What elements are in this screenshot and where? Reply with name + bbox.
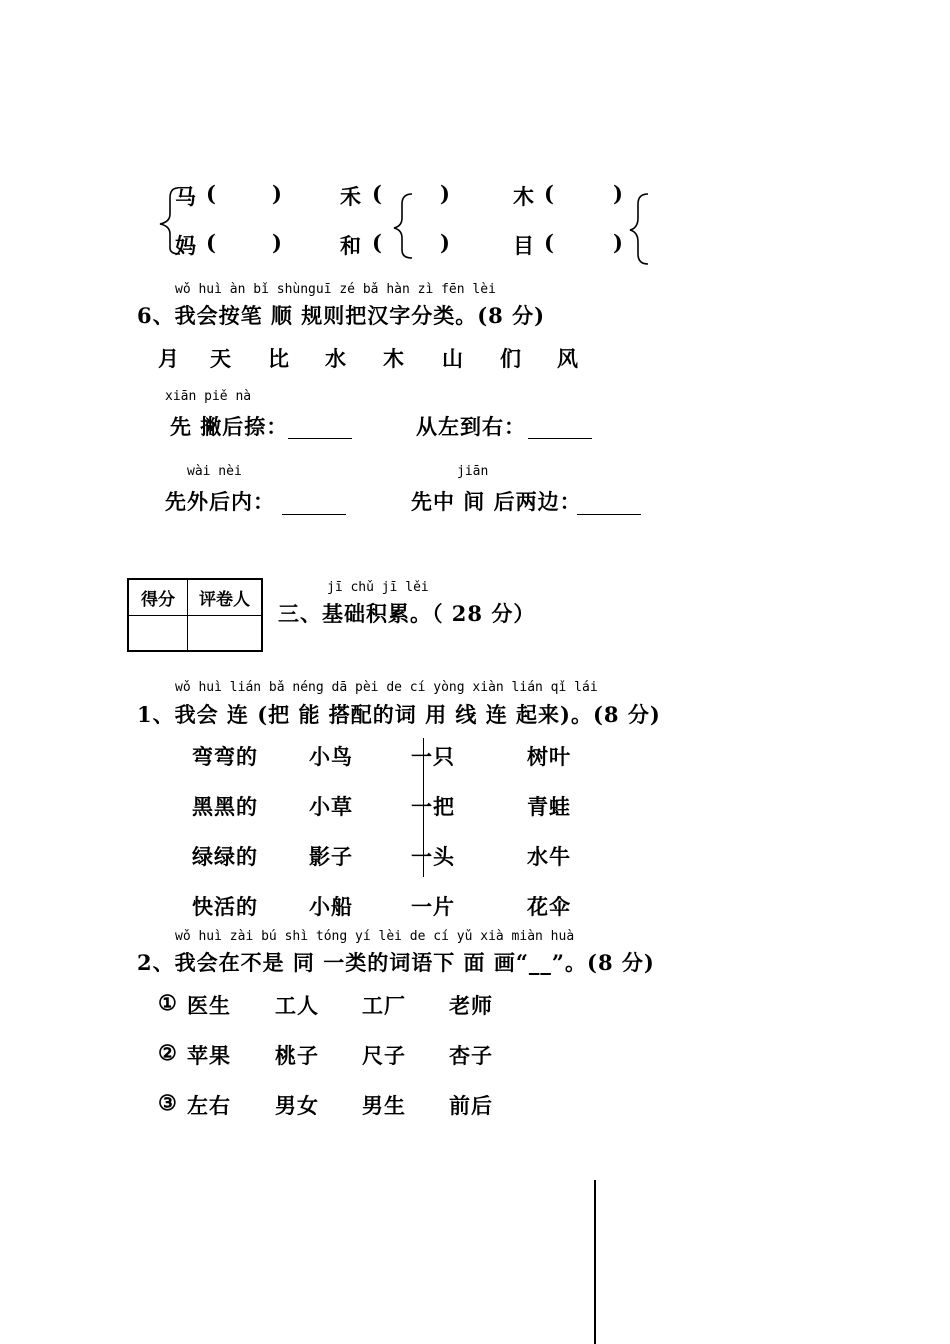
match-word[interactable]: 小草 xyxy=(309,794,353,819)
word[interactable]: 杏子 xyxy=(449,1043,493,1068)
q2-pinyin: wǒ huì zài bú shì tóng yí lèi de cí yǔ xià miàn huà xyxy=(175,929,575,944)
q5-paren-open: ( xyxy=(372,181,383,206)
word[interactable]: 工人 xyxy=(275,993,319,1018)
section3-pinyin: jī chǔ jī lěi xyxy=(327,580,429,595)
q5-paren-close: ) xyxy=(613,181,624,206)
match-word[interactable]: 黑黑的 xyxy=(192,794,258,819)
rule-label: 先外后内： xyxy=(165,489,275,514)
rule-label: 从左到右： xyxy=(416,414,526,439)
left-brace-icon xyxy=(158,186,182,254)
q5-paren-open: ( xyxy=(544,181,555,206)
q5-paren-close: ) xyxy=(440,230,451,255)
match-word[interactable]: 一把 xyxy=(411,794,455,819)
word[interactable]: 老师 xyxy=(449,993,493,1018)
q5-char: 禾 xyxy=(340,184,362,209)
q6-char: 比 xyxy=(268,346,290,371)
word[interactable]: 桃子 xyxy=(275,1043,319,1068)
q5-paren-close: ) xyxy=(272,230,283,255)
q5-char: 和 xyxy=(340,233,362,258)
q5-paren-close: ) xyxy=(272,181,283,206)
page-divider xyxy=(594,1180,596,1344)
q5-char: 木 xyxy=(513,184,535,209)
q6-char: 月 xyxy=(158,346,180,371)
answer-blank[interactable] xyxy=(577,514,641,515)
rule-pinyin: jiān xyxy=(457,464,489,479)
q1-title: 1、我会 连 (把 能 搭配的词 用 线 连 起来)。(8 分) xyxy=(137,702,661,727)
q6-char: 天 xyxy=(210,346,232,371)
q2-title: 2、我会在不是 同 一类的词语下 面 画“__”。(8 分) xyxy=(137,950,655,975)
score-cell[interactable] xyxy=(129,616,188,650)
word[interactable]: 男女 xyxy=(275,1093,319,1118)
left-brace-icon xyxy=(392,192,416,260)
match-word[interactable]: 树叶 xyxy=(527,744,571,769)
row-number: ③ xyxy=(158,1090,178,1115)
match-word[interactable]: 影子 xyxy=(309,844,353,869)
q5-char: 妈 xyxy=(175,233,197,258)
rule-pinyin: xiān piě nà xyxy=(165,389,252,404)
match-word[interactable]: 一片 xyxy=(411,894,455,919)
match-word[interactable]: 花伞 xyxy=(527,894,571,919)
match-word[interactable]: 水牛 xyxy=(527,844,571,869)
q5-paren-open: ( xyxy=(206,181,217,206)
match-word[interactable]: 一只 xyxy=(411,744,455,769)
left-brace-icon xyxy=(628,192,652,266)
answer-blank[interactable] xyxy=(288,438,352,439)
rule-label: 先中 间 后两边： xyxy=(411,489,582,514)
q6-char: 们 xyxy=(500,346,522,371)
word[interactable]: 苹果 xyxy=(187,1043,231,1068)
word[interactable]: 医生 xyxy=(187,993,231,1018)
score-header: 得分 xyxy=(129,580,188,616)
q5-char: 马 xyxy=(175,184,197,209)
section3-title: 三、基础积累。（ 28 分） xyxy=(278,601,536,626)
match-word[interactable]: 快活的 xyxy=(192,894,258,919)
q6-char: 水 xyxy=(325,346,347,371)
rule-pinyin: wài nèi xyxy=(187,464,242,479)
match-word[interactable]: 青蛙 xyxy=(527,794,571,819)
q5-paren-open: ( xyxy=(544,230,555,255)
q5-paren-close: ) xyxy=(613,230,624,255)
q1-pinyin: wǒ huì lián bǎ néng dā pèi de cí yòng xiàn lián qǐ lái xyxy=(175,680,598,695)
match-word[interactable]: 一头 xyxy=(411,844,455,869)
rule-label: 先 撇后捺： xyxy=(170,414,289,439)
word[interactable]: 左右 xyxy=(187,1093,231,1118)
word[interactable]: 男生 xyxy=(362,1093,406,1118)
vertical-rule xyxy=(423,738,424,877)
q6-char: 木 xyxy=(383,346,405,371)
match-word[interactable]: 弯弯的 xyxy=(192,744,258,769)
word[interactable]: 工厂 xyxy=(362,993,406,1018)
q6-char: 风 xyxy=(557,346,579,371)
match-word[interactable]: 小船 xyxy=(309,894,353,919)
answer-blank[interactable] xyxy=(282,514,346,515)
grader-cell[interactable] xyxy=(188,616,261,650)
answer-blank[interactable] xyxy=(528,438,592,439)
word[interactable]: 尺子 xyxy=(362,1043,406,1068)
q5-paren-close: ) xyxy=(440,181,451,206)
match-word[interactable]: 小鸟 xyxy=(309,744,353,769)
q5-char: 目 xyxy=(513,233,535,258)
row-number: ① xyxy=(158,990,178,1015)
q5-paren-open: ( xyxy=(372,230,383,255)
grader-header: 评卷人 xyxy=(188,580,261,616)
q6-char: 山 xyxy=(442,346,464,371)
score-table xyxy=(127,578,263,652)
word[interactable]: 前后 xyxy=(449,1093,493,1118)
row-number: ② xyxy=(158,1040,178,1065)
q6-pinyin: wǒ huì àn bǐ shùnguī zé bǎ hàn zì fēn lèi xyxy=(175,282,496,297)
q5-paren-open: ( xyxy=(206,230,217,255)
match-word[interactable]: 绿绿的 xyxy=(192,844,258,869)
q6-title: 6、我会按笔 顺 规则把汉字分类。(8 分) xyxy=(137,303,546,328)
